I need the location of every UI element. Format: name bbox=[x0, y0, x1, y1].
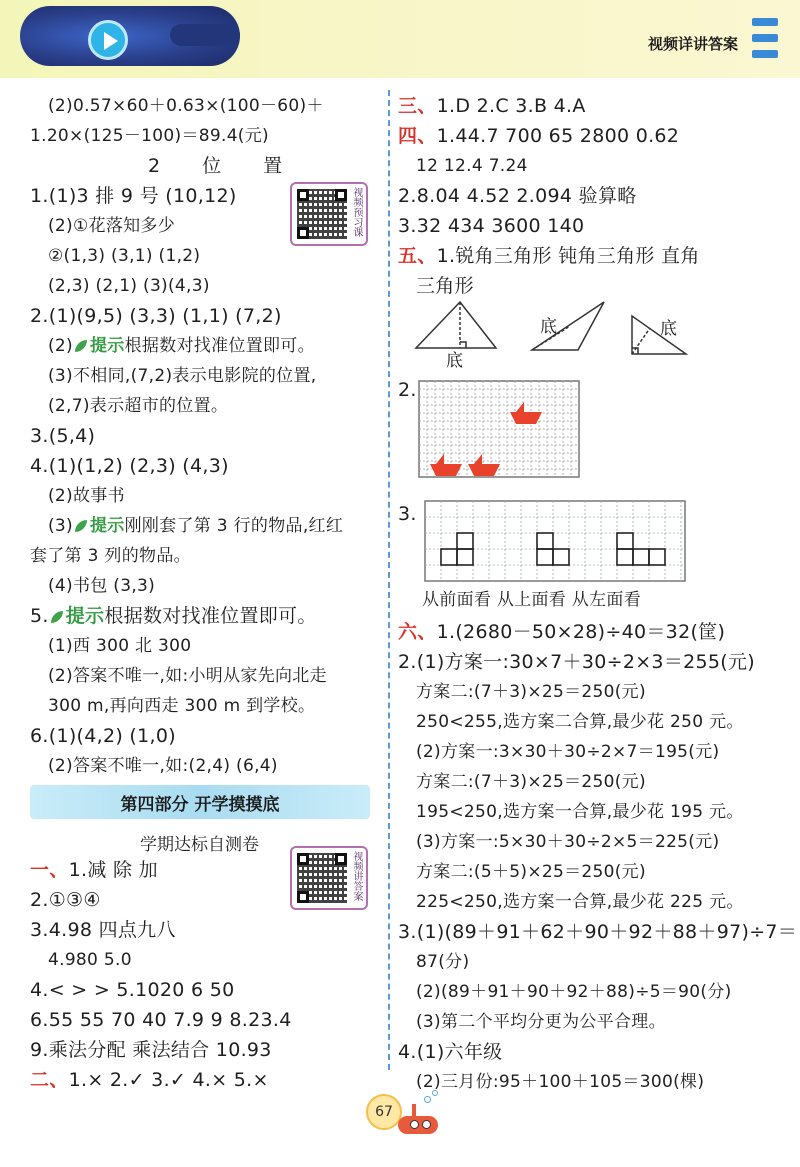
answer-line: ②(1,3) (3,1) (1,2) bbox=[48, 246, 201, 266]
answer-line: (2)答案不唯一,如:(2,4) (6,4) bbox=[48, 756, 278, 776]
answer-line: 6.55 55 70 40 7.9 9 8.23.4 bbox=[30, 1009, 292, 1031]
answer-line: 3.32 434 3600 140 bbox=[398, 215, 585, 237]
part-four-title: 第四部分 开学摸摸底 bbox=[120, 795, 280, 815]
three-views-grid bbox=[424, 500, 688, 584]
answer-line: 三角形 bbox=[416, 275, 474, 297]
answer-line: 五、1.锐角三角形 钝角三角形 直角 bbox=[398, 245, 700, 267]
answer-line: 方案二:(7＋3)×25＝250(元) bbox=[416, 772, 646, 792]
answer-line: 四、1.44.7 700 65 2800 0.62 bbox=[398, 125, 680, 147]
answer-line: 2.①③④ bbox=[30, 889, 101, 911]
answer-line: (2)三月份:95＋100＋105＝300(棵) bbox=[416, 1072, 705, 1092]
qr-code-answers[interactable] bbox=[290, 846, 368, 910]
banner-decoration-tail bbox=[170, 24, 240, 46]
test-title: 学期达标自测卷 bbox=[140, 835, 259, 855]
play-icon[interactable] bbox=[88, 20, 128, 60]
qr-code-preview[interactable] bbox=[290, 182, 368, 246]
answer-line: (2)方案一:3×30＋30÷2×7＝195(元) bbox=[416, 742, 720, 762]
bubble-icon bbox=[424, 1096, 431, 1103]
answer-line: (2,3) (2,1) (3)(4,3) bbox=[48, 276, 210, 296]
base-label: 底 bbox=[540, 317, 557, 337]
answer-line: 12 12.4 7.24 bbox=[416, 156, 528, 176]
hint-line: (3) 提示刚刚套了第 3 行的物品,红红 bbox=[48, 516, 344, 536]
hint-leaf-icon bbox=[51, 611, 63, 623]
answer-line: 9.乘法分配 乘法结合 10.93 bbox=[30, 1039, 272, 1061]
answer-line: 4.(1)(1,2) (2,3) (4,3) bbox=[30, 455, 229, 477]
answer-line: (2)(89＋91＋90＋92＋88)÷5＝90(分) bbox=[416, 982, 732, 1002]
base-label: 底 bbox=[660, 319, 677, 339]
answer-line: 3.(5,4) bbox=[30, 425, 96, 447]
answer-line: 4.< > > 5.1020 6 50 bbox=[30, 979, 235, 1001]
answer-line: 一、1.减 除 加 bbox=[30, 859, 158, 881]
answer-line: 87(分) bbox=[416, 952, 470, 972]
answer-line: (3)第二个平均分更为公平合理。 bbox=[416, 1012, 666, 1032]
answer-line: (4)书包 (3,3) bbox=[48, 576, 156, 596]
answer-line: (3)方案一:5×30＋30÷2×5＝225(元) bbox=[416, 832, 720, 852]
section-title: 2 位 置 bbox=[148, 155, 301, 177]
answer-line: 3. bbox=[398, 503, 417, 525]
answer-line: (2)0.57×60＋0.63×(100－60)＋ bbox=[48, 96, 324, 116]
acute-triangle bbox=[416, 302, 496, 348]
answer-line: 2.(1)(9,5) (3,3) (1,1) (7,2) bbox=[30, 305, 282, 327]
answer-line: (3)不相同,(7,2)表示电影院的位置, bbox=[48, 366, 317, 386]
answer-line: 3.(1)(89＋91＋62＋90＋92＋88＋97)÷7＝ bbox=[398, 921, 798, 943]
answer-line: 2.8.04 4.52 2.094 验算略 bbox=[398, 185, 637, 207]
answer-line: 六、1.(2680－50×28)÷40＝32(筐) bbox=[398, 621, 726, 643]
answer-line: 195<250,选方案一合算,最少花 195 元。 bbox=[416, 802, 744, 822]
answer-line: 4.(1)六年级 bbox=[398, 1041, 503, 1063]
video-answer-title: 视频详讲答案 bbox=[648, 35, 739, 53]
answer-line: 300 m,再向西走 300 m 到学校。 bbox=[48, 696, 316, 716]
page-number: 67 bbox=[366, 1094, 402, 1130]
qr-label: 视频讲答案 bbox=[351, 851, 362, 901]
hint-leaf-icon bbox=[75, 340, 87, 352]
submarine-window bbox=[422, 1120, 431, 1129]
answer-line: 方案二:(7＋3)×25＝250(元) bbox=[416, 682, 646, 702]
bookmark-icon bbox=[752, 18, 778, 62]
qr-label: 视频预习课 bbox=[351, 187, 362, 237]
answer-line: 套了第 3 列的物品。 bbox=[30, 546, 191, 566]
hint-leaf-icon bbox=[75, 520, 87, 532]
answer-line: 250<255,选方案二合算,最少花 250 元。 bbox=[416, 712, 744, 732]
right-triangle bbox=[632, 316, 686, 354]
views-caption: 从前面看 从上面看 从左面看 bbox=[422, 590, 642, 610]
part-four-banner bbox=[30, 785, 370, 819]
answer-line: (2,7)表示超市的位置。 bbox=[48, 396, 229, 416]
answer-line: 三、1.D 2.C 3.B 4.A bbox=[398, 95, 586, 117]
bubble-icon bbox=[432, 1090, 438, 1096]
submarine-window bbox=[410, 1120, 419, 1129]
boat-translation-grid bbox=[418, 380, 582, 480]
hint-line: (2) 提示根据数对找准位置即可。 bbox=[48, 336, 315, 356]
answer-line: 3.4.98 四点九八 bbox=[30, 919, 176, 941]
answer-line: (2)故事书 bbox=[48, 486, 125, 506]
column-divider bbox=[388, 90, 390, 1070]
answer-line: (2)①花落知多少 bbox=[48, 216, 176, 236]
answer-line: 6.(1)(4,2) (1,0) bbox=[30, 725, 176, 747]
answer-line: 1.(1)3 排 9 号 (10,12) bbox=[30, 185, 237, 207]
answer-line: 225<250,选方案一合算,最少花 225 元。 bbox=[416, 892, 744, 912]
answer-line: (2)答案不唯一,如:小明从家先向北走 bbox=[48, 666, 327, 686]
answer-line: 二、1.× 2.✓ 3.✓ 4.× 5.× bbox=[30, 1069, 269, 1091]
header-banner bbox=[0, 0, 800, 78]
answer-line: 1.20×(125－100)＝89.4(元) bbox=[30, 126, 269, 146]
answer-line: 2. bbox=[398, 379, 417, 401]
base-label: 底 bbox=[446, 351, 463, 371]
hint-line: 5. 提示根据数对找准位置即可。 bbox=[30, 605, 317, 627]
answer-line: 4.980 5.0 bbox=[48, 950, 132, 970]
answer-line: 方案二:(5＋5)×25＝250(元) bbox=[416, 862, 646, 882]
answer-line: 2.(1)方案一:30×7＋30÷2×3＝255(元) bbox=[398, 651, 756, 673]
answer-line: (1)西 300 北 300 bbox=[48, 636, 192, 656]
